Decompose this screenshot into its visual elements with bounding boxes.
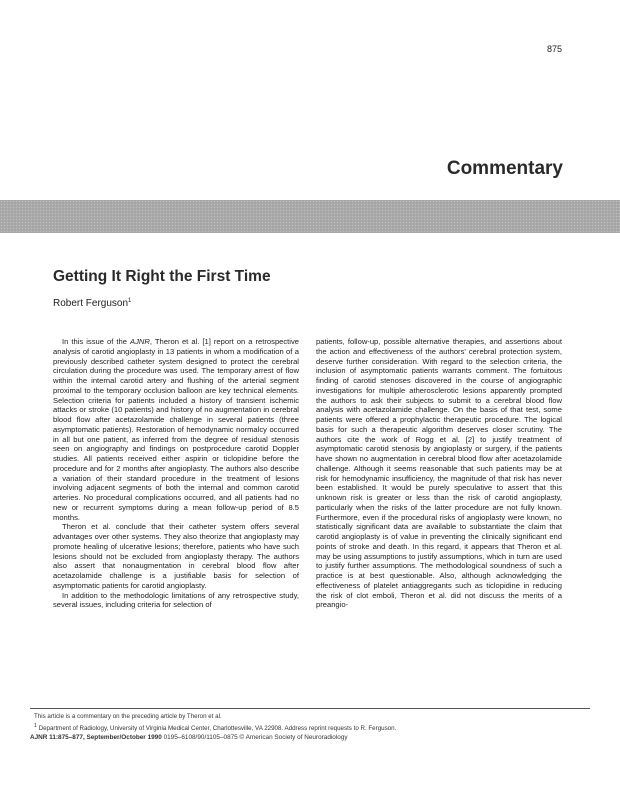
citation-bold: AJNR 11:875–877, September/October 1990 — [30, 734, 162, 741]
paragraph: patients, follow-up, possible alternative therapies, and assertions about the action and effectiveness of the authors' cerebral protection system, deserve further consideration. With regard to the selection criteria, the inclusion of asymptomatic patients warrants comment. The fortuitous finding of carotid stenoses discovered in the course of angiographic investigations for multiple atherosclerotic lesions apparently prompted the authors to ask their subjects to submit to a cerebral blood flow analysis with acetazolamide challenge. On the basis of that test, some patients were offered a prophylactic therapeutic procedure. The logical basis for such a therapeutic algorithm deserves closer scrutiny. The authors cite the work of Rogg et al. [2] to justify treatment of asymptomatic carotid stenosis by angioplasty or surgery, if the patients have shown no augmentation in cerebral blood flow after acetazolamide challenge. Although it seems reasonable that such patients may be at risk for hemodynamic insufficiency, the magnitude of that risk has never been established. It would be purely speculative to assert that this unknown risk is greater or less than the risk of carotid angioplasty, particularly when the risks of the latter procedure are not fully known. Furthermore, even if the procedural risks of angioplasty were known, no statistically significant data are available to substantiate the claim that carotid angioplasty is of value in preventing the clinically significant end points of stroke and death. In this regard, it appears that Theron et al. may be using assumptions to justify assumptions, which in turn are used to justify further assumptions. The methodological soundness of such a practice is at best questionable. Also, although acknowledging the effectiveness of platelet antiaggregants such as ticlopidine in reducing the risk of clot emboli, Theron et al. did not discuss the merits of a preangio- — [316, 337, 562, 610]
paragraph-text: In this issue of the — [62, 337, 130, 346]
paragraph-text: , Theron et al. [1] report on a retrospective analysis of carotid angioplasty in 13 patients in whom a modification of a previously described catheter system designed to protect the cerebral circulation during the procedure was used. The temporary arrest of flow within the internal carotid artery and flushing of the arterial segment proximal to the temporary occlusion balloon are key technical elements. Selection criteria for patients included a history of transient ischemic attacks or stroke (10 patients) and history of no augmentation in cerebral blood flow after acetazolamide challenge in several patients (three asymptomatic patients). Restoration of hemodynamic normalcy occurred in all but one patient, as inferred from the degree of residual stenosis seen on angiography and findings on postprocedure carotid Doppler studies. All patients received either aspirin or ticlopidine before the procedure and for 2 months after angioplasty. The authors also describe a variation of their standard procedure in the treatment of lesions involving adjacent segments of both the internal and common carotid arteries. No procedural complications occurred, and all patients had no new or recurrent symptoms during a mean follow-up period of 8.5 months. — [53, 337, 300, 522]
footnote-mark: 1 — [34, 723, 37, 729]
paragraph: In addition to the methodologic limitations of any retrospective study, several issues, including criteria for selection of — [53, 590, 299, 610]
section-label: Commentary — [446, 158, 563, 179]
journal-name: AJNR — [130, 337, 150, 346]
page-number: 875 — [546, 44, 562, 54]
footnote-commentary: This article is a commentary on the preceding article by Theron et al. — [34, 713, 222, 720]
body-column-left — [53, 337, 299, 610]
paragraph — [53, 337, 299, 522]
paragraph: Theron et al. conclude that their catheter system offers several advantages over other systems. They also theorize that angioplasty may promote healing of ulcerative lesions; therefore, patients who have such lesions should not be excluded from angioplasty therapy. The authors also assert that nonaugmentation in cerebral blood flow after acetazolamide challenge is a justifiable basis for selection of asymptomatic patients for carotid angioplasty. — [53, 522, 299, 590]
header-band — [0, 200, 620, 233]
author-footnote-mark: 1 — [128, 298, 132, 304]
article-title: Getting It Right the First Time — [53, 268, 271, 285]
footnote-affiliation — [34, 722, 396, 733]
author-name: Robert Ferguson — [53, 298, 129, 309]
footnote-affiliation-text: Department of Radiology, University of Virginia Medical Center, Charlottesville, VA 22908. Address reprint requests to R. Ferguson. — [36, 725, 397, 733]
citation-rest: 0195–6108/90/1105–0875 © American Society of Neuroradiology — [161, 734, 348, 741]
journal-citation — [30, 734, 348, 742]
author-byline — [53, 298, 131, 309]
footnote-rule — [30, 708, 590, 709]
body-column-right — [316, 337, 562, 610]
